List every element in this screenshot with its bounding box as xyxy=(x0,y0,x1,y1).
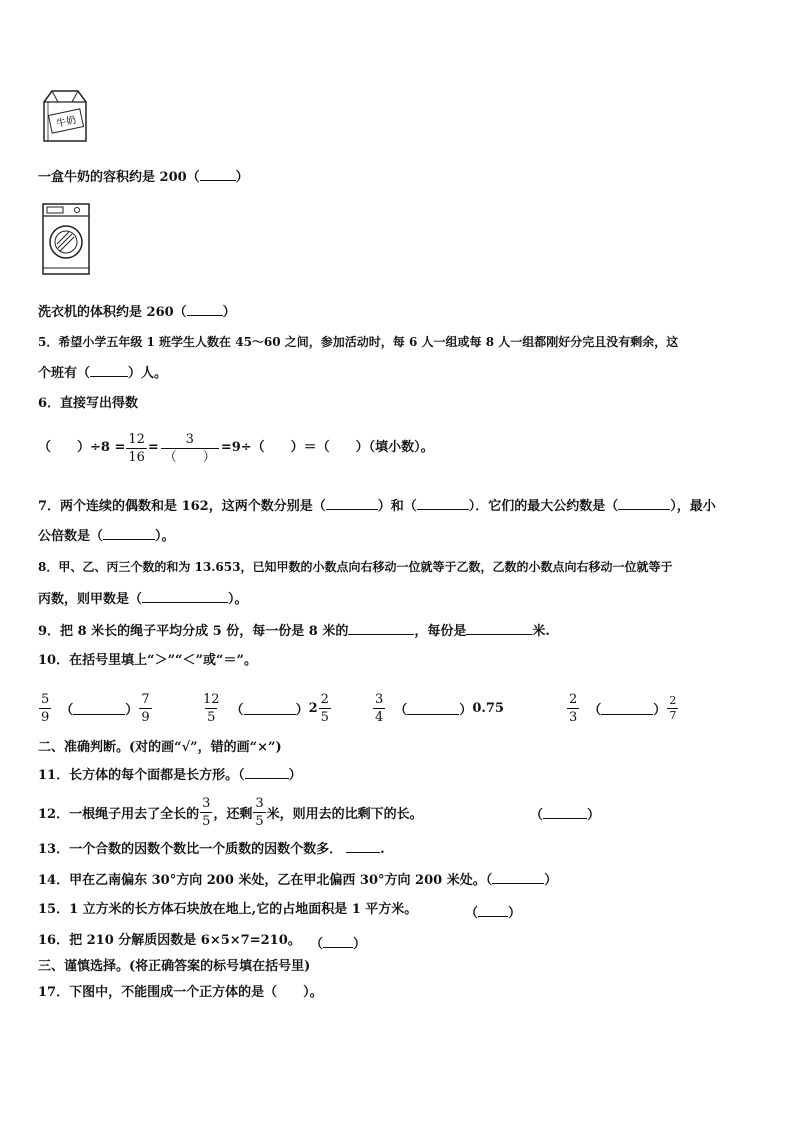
q10-2-whole: 2 xyxy=(308,700,318,716)
q10-1-ln: 5 xyxy=(41,691,50,707)
q12-blank[interactable] xyxy=(543,806,587,819)
milk-box-label: 牛奶 xyxy=(55,115,78,130)
q10-4-rd: 7 xyxy=(669,708,677,722)
washer-answer-blank[interactable] xyxy=(187,303,223,316)
q10-1-close: ） xyxy=(125,702,139,718)
q10-1-left-frac xyxy=(39,691,51,726)
q7-blank3[interactable] xyxy=(618,497,670,510)
q15-open: （ xyxy=(465,906,479,921)
q10-3-ln: 3 xyxy=(375,691,384,707)
q10-4-close: ） xyxy=(653,702,667,718)
q7-line2 xyxy=(38,527,175,545)
q10-3-left-frac xyxy=(373,691,385,726)
q10-item-3 xyxy=(372,688,504,728)
q10-2-rn: 2 xyxy=(320,691,329,707)
q12-frac1 xyxy=(200,795,212,830)
q17-line: 17．下图中，不能围成一个正方体的是（ ）。 xyxy=(38,985,323,1000)
q6-equals: = xyxy=(147,440,159,455)
q10-item-4 xyxy=(566,688,679,728)
q12-f1n: 3 xyxy=(202,795,211,811)
milk-box-image xyxy=(40,88,90,144)
q8-answer-blank[interactable] xyxy=(142,590,228,603)
q13-blank[interactable] xyxy=(346,840,380,853)
q10-2-rd: 5 xyxy=(320,709,329,725)
q14-a: 14．甲在乙南偏东 30°方向 200 米处，乙在甲北偏西 30°方向 200 米处。（ xyxy=(38,873,493,888)
q12-a: 12．一根绳子用去了全长的 xyxy=(38,806,200,822)
q10-1-right-frac xyxy=(139,691,151,726)
washing-machine-image xyxy=(40,202,92,276)
q12-f1d: 5 xyxy=(202,813,211,829)
q11-b: ） xyxy=(288,768,302,783)
q10-item-1 xyxy=(38,688,153,728)
q7-line1 xyxy=(38,497,716,515)
milk-caption-text: 一盒牛奶的容积约是 200（ xyxy=(38,170,200,185)
washer-caption-end: ） xyxy=(222,305,236,320)
q5-line1: 5．希望小学五年级 1 班学生人数在 45～60 之间，参加活动时，每 6 人一组或每 8 人一组都刚好分完且没有剩余，这 xyxy=(38,335,679,349)
q9-line xyxy=(38,622,550,640)
q6-frac2-num: 3 xyxy=(185,431,194,447)
q16-blank[interactable] xyxy=(323,935,353,948)
q10-2-close: ） xyxy=(295,702,309,718)
q6-frac1-den: 16 xyxy=(128,449,145,465)
q15-line: 15．1 立方米的长方体石块放在地上,它的占地面积是 1 平方米。 xyxy=(38,902,418,917)
q9-blank1[interactable] xyxy=(348,622,414,635)
q8-line2 xyxy=(38,590,248,608)
q12-answer xyxy=(530,804,600,823)
q14-b: ） xyxy=(544,873,558,888)
q11-line xyxy=(38,766,302,784)
q12-b: ，还剩 xyxy=(213,806,253,822)
q10-2-ld: 5 xyxy=(207,709,216,725)
section3-title: 三、谨慎选择。(将正确答案的标号填在括号里) xyxy=(38,959,311,974)
q16-open: （ xyxy=(310,937,324,952)
q12-f2n: 3 xyxy=(255,795,264,811)
q11-a: 11．长方体的每个面都是长方形。（ xyxy=(38,768,245,783)
q6-equation xyxy=(38,428,434,468)
q5-line2-a: 个班有（ xyxy=(38,366,91,381)
q6-frac1-num: 12 xyxy=(128,431,145,447)
q9-blank2[interactable] xyxy=(466,622,532,635)
q11-blank[interactable] xyxy=(245,766,289,779)
q10-3-ld: 4 xyxy=(375,709,384,725)
q15-close: ） xyxy=(508,906,522,921)
q7-line2-a: 公倍数是（ xyxy=(38,529,104,544)
q10-4-rn: 2 xyxy=(669,693,677,707)
washer-caption xyxy=(38,303,236,321)
q7-d: ），最小 xyxy=(670,499,716,514)
q10-3-open: （ xyxy=(394,702,408,718)
q16-close: ） xyxy=(353,937,367,952)
q10-4-ln: 2 xyxy=(569,691,578,707)
q7-blank2[interactable] xyxy=(417,497,469,510)
q13-a: 13．一个合数的因数个数比一个质数的因数个数多． xyxy=(38,842,343,857)
q10-1-rn: 7 xyxy=(141,691,150,707)
q10-4-open: （ xyxy=(588,702,602,718)
q13-b: . xyxy=(380,842,385,857)
q9-b: ，每份是 xyxy=(414,624,467,639)
q9-a: 9．把 8 米长的绳子平均分成 5 份，每一份是 8 米的 xyxy=(38,624,349,639)
milk-caption xyxy=(38,168,249,186)
q10-4-blank[interactable] xyxy=(601,702,653,715)
q15-blank[interactable] xyxy=(478,904,508,917)
q5-line2-b: ）人。 xyxy=(128,366,168,381)
q7-a: 7．两个连续的偶数和是 162，这两个数分别是（ xyxy=(38,499,326,514)
milk-caption-end: ） xyxy=(235,170,249,185)
q12-frac2 xyxy=(253,795,265,830)
q10-2-left-frac xyxy=(201,691,222,726)
q12-line xyxy=(38,792,423,832)
q10-1-blank[interactable] xyxy=(73,702,125,715)
q10-2-ln: 12 xyxy=(203,691,220,707)
q13-line xyxy=(38,840,385,858)
q7-c: ）．它们的最大公约数是（ xyxy=(468,499,619,514)
q10-2-blank[interactable] xyxy=(244,702,296,715)
q7-b: ）和（ xyxy=(377,499,417,514)
q6-fraction-12-16 xyxy=(126,431,147,466)
q12-close: ） xyxy=(587,808,601,823)
q10-3-blank[interactable] xyxy=(407,702,459,715)
q10-title: 10．在括号里填上“＞”“＜”或“＝”。 xyxy=(38,653,257,668)
section2-title: 二、准确判断。(对的画“√”，错的画“×”) xyxy=(38,740,282,755)
q6-frac2-den[interactable]: （ ） xyxy=(161,448,219,466)
q7-line2-b: ）。 xyxy=(155,529,175,544)
q14-blank[interactable] xyxy=(492,871,544,884)
q12-c: 米，则用去的比剩下的长。 xyxy=(266,806,423,822)
q15-answer xyxy=(465,902,521,921)
q7-blank1[interactable] xyxy=(326,497,378,510)
q6-part1: （ ）÷8 = xyxy=(38,440,126,455)
q5-line2 xyxy=(38,364,167,382)
q7-blank4[interactable] xyxy=(103,527,155,540)
q10-1-rd: 9 xyxy=(141,709,150,725)
q10-2-open: （ xyxy=(230,702,244,718)
q10-1-ld: 9 xyxy=(41,709,50,725)
q8-line2-a: 丙数，则甲数是（ xyxy=(38,592,143,607)
q10-3-right-value: 0.75 xyxy=(472,700,504,716)
q10-item-2 xyxy=(200,688,332,728)
milk-answer-blank[interactable] xyxy=(200,168,236,181)
q6-part2: =9÷（ ）＝（ ）（填小数）。 xyxy=(220,440,434,455)
q8-line2-b: ）。 xyxy=(228,592,248,607)
q10-2-right-frac xyxy=(319,691,331,726)
q6-fraction-3-blank xyxy=(160,431,220,466)
q10-4-ld: 3 xyxy=(569,709,578,725)
washer-caption-text: 洗衣机的体积约是 260（ xyxy=(38,305,187,320)
q8-line1: 8．甲、乙、丙三个数的和为 13.653，已知甲数的小数点向右移动一位就等于乙数，乙数的小数点向右移动一位就等于 xyxy=(38,560,673,574)
q9-c: 米. xyxy=(532,624,550,639)
q14-line xyxy=(38,871,557,889)
q5-answer-blank[interactable] xyxy=(90,364,128,377)
q16-line: 16．把 210 分解质因数是 6×5×7=210。 xyxy=(38,933,301,948)
q16-answer xyxy=(310,933,366,952)
q10-3-close: ） xyxy=(459,702,473,718)
q12-open: （ xyxy=(530,808,544,823)
q6-title: 6．直接写出得数 xyxy=(38,396,139,411)
q10-4-left-frac xyxy=(567,691,579,726)
q10-1-open: （ xyxy=(60,702,74,718)
q12-f2d: 5 xyxy=(255,813,264,829)
q10-4-right-frac xyxy=(667,694,678,723)
